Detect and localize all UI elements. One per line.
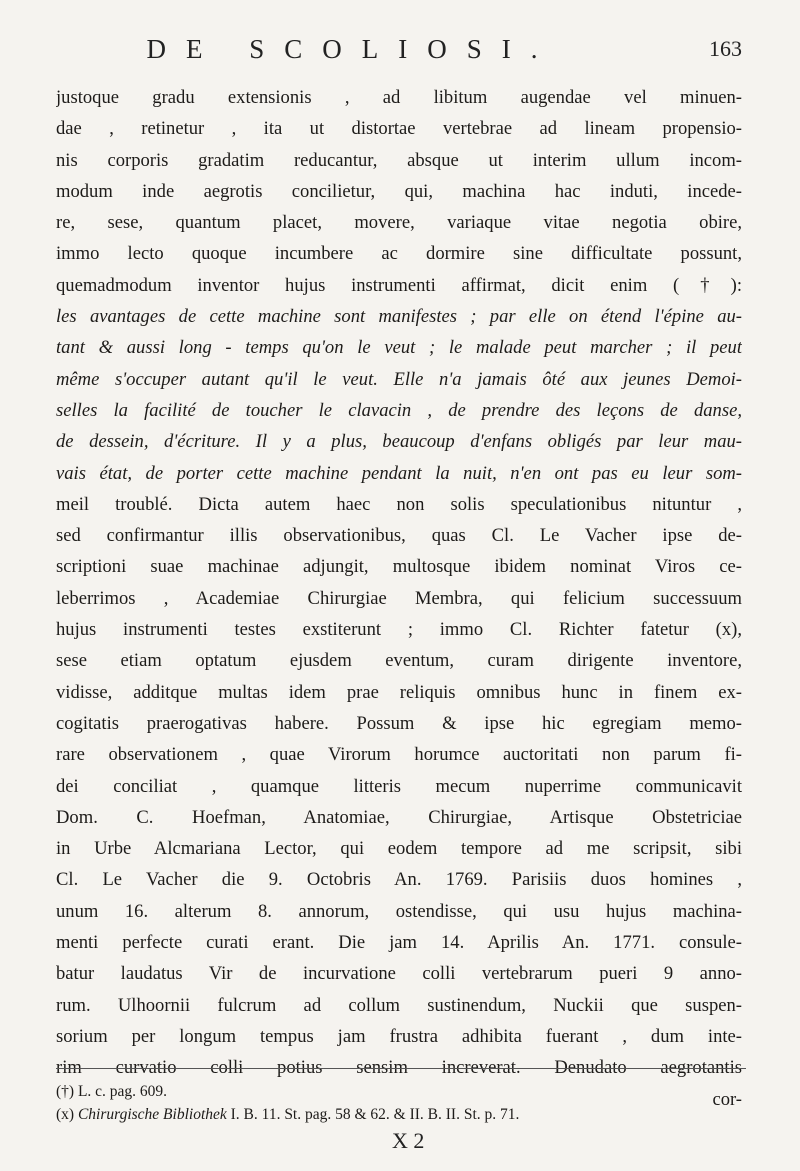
text-line: vidisse, additque multas idem prae reliquis omnibus hunc in finem ex- — [56, 681, 742, 703]
body-text — [56, 82, 742, 1115]
footnote-1-text: L. c. pag. 609. — [77, 1083, 168, 1100]
text-line: batur laudatus Vir de incurvatione colli vertebrarum pueri 9 anno- — [56, 963, 742, 985]
footnote-2-title: Chirurgische Bibliothek — [77, 1106, 227, 1123]
text-line: immo lecto quoque incumbere ac dormire sine difficultate possunt, — [56, 243, 742, 265]
text-line: modum inde aegrotis concilietur, qui, machina hac induti, incede- — [56, 180, 742, 202]
running-title: DE SCOLIOSI. — [146, 34, 558, 64]
footnote-2-text: I. B. 11. St. pag. 58 & 62. & II. B. II. St. p. 71. — [230, 1106, 520, 1123]
text-line: rum. Ulhoornii fulcrum ad collum sustinendum, Nuckii que suspen- — [56, 994, 742, 1016]
signature-mark: X 2 — [392, 1128, 425, 1153]
quotation-line: tant & aussi long - temps qu'on le veut ; le malade peut marcher ; il peut — [56, 337, 742, 359]
text-line: dae , retinetur , ita ut distortae vertebrae ad lineam propensio- — [56, 118, 742, 140]
text-line: re, sese, quantum placet, movere, variaque vitae negotia obire, — [56, 212, 742, 234]
text-line: dei conciliat , quamque litteris mecum nuperrime communicavit — [56, 775, 742, 797]
text-line: rim curvatio colli potius sensim increverat. Denudato aegrotantis — [56, 1057, 742, 1079]
text-line: quemadmodum inventor hujus instrumenti affirmat, dicit enim (†): — [56, 274, 742, 296]
text-line: sed confirmantur illis observationibus, quas Cl. Le Vacher ipse de- — [56, 525, 742, 547]
footnote-rule — [56, 1068, 746, 1069]
text-line: sorium per longum tempus jam frustra adhibita fuerant , dum inte- — [56, 1025, 742, 1047]
footnote-2 — [56, 1103, 746, 1126]
text-line: hujus instrumenti testes exstiterunt ; immo Cl. Richter fatetur (x), — [56, 619, 742, 641]
text-line: meil troublé. Dicta autem haec non solis speculationibus nituntur , — [56, 493, 742, 515]
footnote-1-marker: (†) — [56, 1083, 75, 1100]
quotation-line: de dessein, d'écriture. Il y a plus, beaucoup d'enfans obligés par leur mau- — [56, 431, 742, 453]
text-line: justoque gradu extensionis , ad libitum augendae vel minuen- — [56, 87, 742, 108]
text-line: sese etiam optatum ejusdem eventum, curam dirigente inventore, — [56, 650, 742, 672]
text-line: scriptioni suae machinae adjungit, multosque ibidem nominat Viros ce- — [56, 556, 742, 578]
text-line: Cl. Le Vacher die 9. Octobris An. 1769. Parisiis duos homines , — [56, 869, 742, 891]
text-line: menti perfecte curati erant. Die jam 14. Aprilis An. 1771. consule- — [56, 932, 742, 954]
page-header — [52, 30, 742, 70]
catchword: cor- — [712, 1088, 742, 1110]
quotation-line: vais état, de porter cette machine pendant la nuit, n'en ont pas eu leur som- — [56, 462, 742, 484]
footnote-2-marker: (x) — [56, 1106, 75, 1123]
text-line: leberrimos , Academiae Chirurgiae Membra, qui felicium successuum — [56, 587, 742, 609]
text-line: rare observationem , quae Virorum horumce auctoritati non parum fi- — [56, 744, 742, 766]
page-number: 163 — [709, 36, 742, 61]
quotation-line: les avantages de cette machine sont manifestes ; par elle on étend l'épine au- — [56, 306, 742, 328]
text-line: unum 16. alterum 8. annorum, ostendisse, qui usu hujus machina- — [56, 900, 742, 922]
text-line: nis corporis gradatim reducantur, absque ut interim ullum incom- — [56, 149, 742, 171]
text-line: cogitatis praerogativas habere. Possum & ipse hic egregiam memo- — [56, 712, 742, 734]
text-line: in Urbe Alcmariana Lector, qui eodem tempore ad me scripsit, sibi — [56, 838, 742, 860]
footnote-1 — [56, 1080, 746, 1103]
text-line: Dom. C. Hoefman, Anatomiae, Chirurgiae, Artisque Obstetriciae — [56, 806, 742, 828]
quotation-line: selles la facilité de toucher le clavacin , de prendre des leçons de danse, — [56, 399, 742, 421]
quotation-line: même s'occuper autant qu'il le veut. Elle n'a jamais ôté aux jeunes Demoi- — [56, 368, 742, 390]
footnotes — [56, 1080, 746, 1126]
